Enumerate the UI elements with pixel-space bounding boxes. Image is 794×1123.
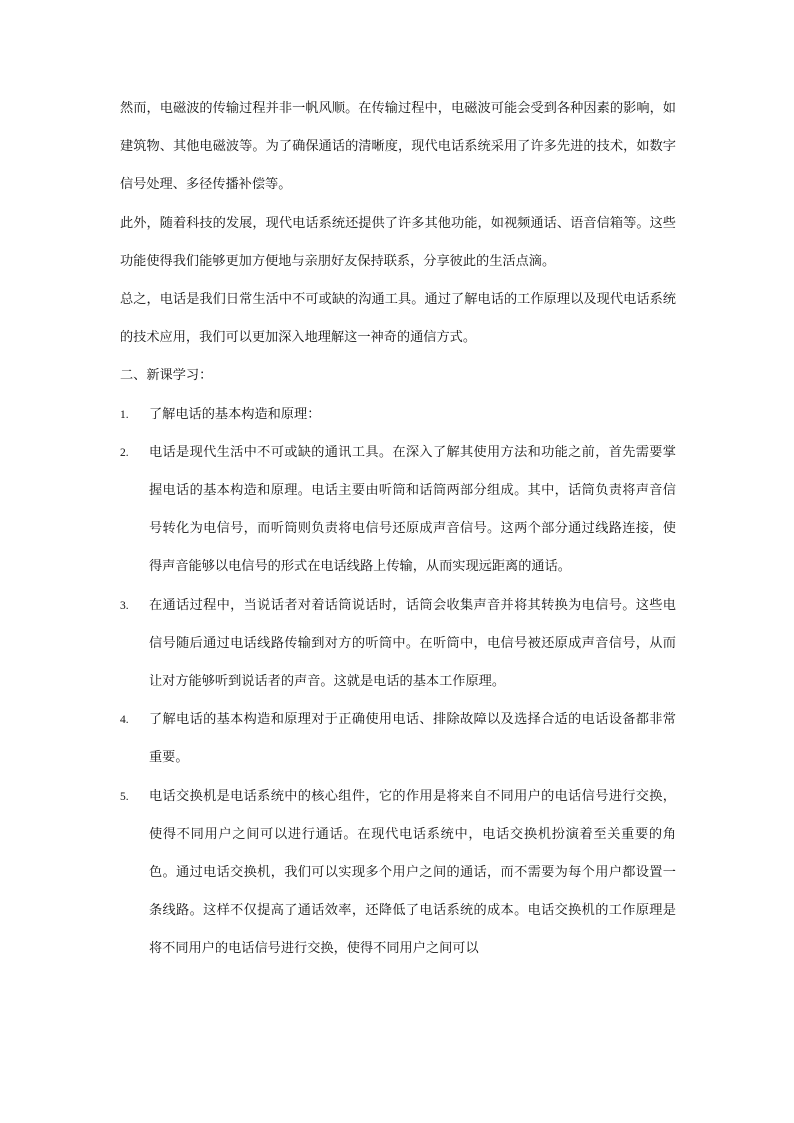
list-number: 3.: [120, 599, 129, 612]
list-item-text: 在通话过程中，当说话者对着话筒说话时，话筒会收集声音并将其转换为电信号。这些电信号随后通过电话线路传输到对方的听筒中。在听筒中，电信号被还原成声音信号，从而让对方能够听到说话者的声音。这就是电话的基本工作原理。: [149, 597, 676, 690]
numbered-list: [120, 396, 676, 969]
list-item: [120, 587, 676, 702]
section-heading-new-lesson: 二、新课学习：: [120, 368, 213, 384]
list-number: 4.: [120, 714, 129, 727]
paragraph-summary: 总之，电话是我们日常生活中不可或缺的沟通工具。通过了解电话的工作原理以及现代电话系统的技术应用，我们可以更加深入地理解这一神奇的通信方式。: [120, 292, 676, 346]
list-item: [120, 434, 676, 587]
list-number: 2.: [120, 446, 129, 459]
list-item-text: 电话是现代生活中不可或缺的通讯工具。在深入了解其使用方法和功能之前，首先需要掌握电话的基本构造和原理。电话主要由听筒和话筒两部分组成。其中，话筒负责将声音信号转化为电信号，而听筒则负责将电信号还原成声音信号。这两个部分通过线路连接，使得声音能够以电信号的形式在电话线路上传输，从而实现远距离的通话。: [149, 444, 676, 575]
list-item: [120, 396, 676, 434]
paragraph-electromagnetic-transmission: 然而，电磁波的传输过程并非一帆风顺。在传输过程中，电磁波可能会受到各种因素的影响，如建筑物、其他电磁波等。为了确保通话的清晰度，现代电话系统采用了许多先进的技术，如数字信号处理、多径传播补偿等。: [120, 101, 676, 193]
list-item: [120, 701, 676, 777]
paragraph-additional-features: 此外，随着科技的发展，现代电话系统还提供了许多其他功能，如视频通话、语音信箱等。这些功能使得我们能够更加方便地与亲朋好友保持联系，分享彼此的生活点滴。: [120, 215, 676, 269]
list-item: [120, 778, 676, 969]
list-number: 5.: [120, 790, 129, 803]
list-item-text: 了解电话的基本构造和原理：: [149, 406, 321, 422]
list-item-text: 了解电话的基本构造和原理对于正确使用电话、排除故障以及选择合适的电话设备都非常重要。: [149, 712, 676, 766]
list-item-text: 电话交换机是电话系统中的核心组件，它的作用是将来自不同用户的电话信号进行交换，使得不同用户之间可以进行通话。在现代电话系统中，电话交换机扮演着至关重要的角色。通过电话交换机，我们可以实现多个用户之间的通话，而不需要为每个用户都设置一条线路。这样不仅提高了通话效率，还降低了电话系统的成本。电话交换机的工作原理是将不同用户的电话信号进行交换，使得不同用户之间可以: [149, 788, 676, 957]
list-number: 1.: [120, 408, 129, 421]
document-body: [120, 90, 676, 969]
